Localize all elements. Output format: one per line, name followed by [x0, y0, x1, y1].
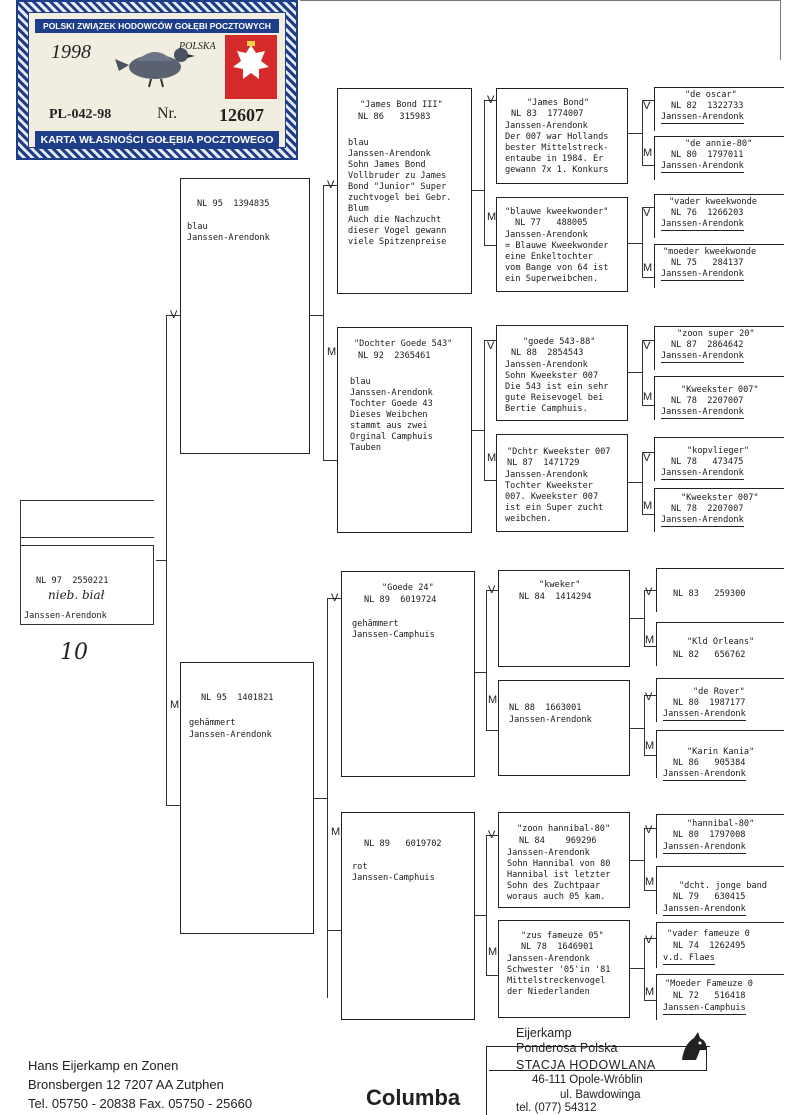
- grandparent-text: stammt aus zwei: [350, 421, 428, 431]
- bracket-line: [644, 755, 656, 756]
- horse-head-logo-icon: [676, 1030, 710, 1064]
- bracket-line: [484, 340, 485, 480]
- bracket-line: [475, 672, 486, 673]
- grandparent-name: "Dochter Goede 543": [354, 339, 453, 349]
- male-marker: V: [170, 309, 178, 321]
- columba-brand: Columba: [366, 1085, 461, 1110]
- male-marker: V: [643, 452, 651, 464]
- ancestor-entry: [656, 866, 784, 914]
- ancestor-name: "dcht. jonge band: [679, 881, 767, 891]
- subject-frame-line: [20, 500, 21, 625]
- great-grandparent-text: entaube in 1984. Er: [505, 154, 604, 164]
- female-marker: M: [643, 391, 653, 403]
- male-marker: V: [487, 94, 495, 106]
- ancestor-entry: [654, 437, 784, 481]
- footer-address: Bronsbergen 12 7207 AA Zutphen: [28, 1077, 224, 1092]
- grandparent-box: [337, 327, 472, 533]
- grandparent-text: Tauben: [350, 443, 382, 453]
- female-marker: M: [643, 147, 653, 159]
- great-grandparent-name: "goede 543-88": [523, 337, 596, 347]
- stamp-line: ul. Bawdowinga: [560, 1089, 641, 1101]
- grandparent-text: rot: [352, 862, 368, 872]
- ancestor-ring: NL 74 1262495: [673, 941, 746, 951]
- male-marker: V: [331, 592, 339, 604]
- parent-ring: NL 95 1394835: [197, 199, 270, 209]
- grandparent-name: "Goede 24": [382, 583, 434, 593]
- female-marker: M: [487, 211, 497, 223]
- ancestor-entry: [656, 678, 784, 722]
- great-grandparent-box: [496, 325, 628, 421]
- male-marker: V: [645, 586, 653, 598]
- nr-label: Nr.: [157, 105, 177, 122]
- great-grandparent-ring: NL 77 488005: [515, 218, 588, 228]
- grandparent-text: Sohn James Bond: [348, 160, 426, 170]
- stamp-line: STACJA HODOWLANA: [516, 1058, 656, 1072]
- card-title: KARTA WŁASNOŚCI GOŁĘBIA POCZTOWEGO: [35, 131, 279, 149]
- ancestor-ring: NL 82 1322733: [671, 101, 744, 111]
- ancestor-name: "de annie-80": [685, 139, 753, 149]
- great-grandparent-text: Der 007 war Hollands: [505, 132, 609, 142]
- parent-box-dam: [180, 662, 314, 934]
- grandparent-text: blau: [348, 138, 369, 148]
- ancestor-ring: NL 78 473475: [671, 457, 744, 467]
- great-grandparent-text: Die 543 ist ein sehr: [505, 382, 609, 392]
- male-marker: V: [487, 340, 495, 352]
- bracket-line: [484, 480, 496, 481]
- grandparent-text: Janssen-Camphuis: [352, 630, 435, 640]
- great-grandparent-text: Sohn Hannibal von 80: [507, 859, 611, 869]
- ancestor-name: "moeder kweekwonde: [663, 247, 757, 257]
- grandparent-box: [341, 812, 475, 1020]
- bracket-line: [628, 372, 642, 373]
- ancestor-ring: NL 78 2207007: [671, 504, 744, 514]
- bracket-line: [484, 100, 485, 245]
- female-marker: M: [488, 694, 498, 706]
- female-marker: M: [645, 634, 655, 646]
- male-marker: V: [488, 829, 496, 841]
- ownership-card-stamp: [16, 0, 298, 160]
- male-marker: V: [643, 207, 651, 219]
- grandparent-text: gehämmert: [352, 619, 399, 629]
- ancestor-ring: NL 82 656762: [673, 650, 746, 660]
- ancestor-name: "Karin Kania": [687, 747, 755, 757]
- grandparent-text: Auch die Nachzucht: [348, 215, 442, 225]
- subject-ring: NL 97 2550221: [36, 576, 109, 586]
- great-grandparent-text: 007. Kweekster 007: [505, 492, 599, 502]
- stamp-line: Eijerkamp: [516, 1026, 572, 1040]
- ancestor-breeder: Janssen-Arendonk: [663, 709, 746, 721]
- ancestor-name: "Kweekster 007": [681, 493, 759, 503]
- male-marker: V: [643, 100, 651, 112]
- bracket-line: [472, 430, 484, 431]
- great-grandparent-text: vom Bange von 64 ist: [505, 263, 609, 273]
- grandparent-ring: NL 89 6019724: [364, 595, 437, 605]
- great-grandparent-text: Tochter Kweekster: [505, 481, 593, 491]
- male-marker: V: [645, 691, 653, 703]
- page-edge: [780, 0, 781, 60]
- nr-value: 12607: [219, 105, 264, 125]
- male-marker: V: [327, 179, 335, 191]
- great-grandparent-text: der Niederlanden: [507, 987, 590, 997]
- bracket-line: [642, 277, 654, 278]
- stamp-line: tel. (077) 54312: [516, 1102, 597, 1114]
- ancestor-ring: NL 79 630415: [673, 892, 746, 902]
- ancestor-name: "hannibal-80": [687, 819, 755, 829]
- ancestor-breeder: Janssen-Camphuis: [663, 1003, 746, 1015]
- ancestor-ring: NL 80 1987177: [673, 698, 746, 708]
- grandparent-text: Janssen-Camphuis: [352, 873, 435, 883]
- ancestor-entry: [654, 488, 784, 532]
- parent-breeder: Janssen-Arendonk: [187, 233, 270, 243]
- great-grandparent-text: eine Enkeltochter: [505, 252, 593, 262]
- ancestor-name: "kopvlieger": [687, 446, 750, 456]
- great-grandparent-text: Mittelstreckenvogel: [507, 976, 606, 986]
- great-grandparent-ring: NL 88 1663001: [509, 703, 582, 713]
- bracket-line: [327, 598, 328, 998]
- bracket-line: [630, 968, 644, 969]
- bracket-line: [486, 590, 487, 730]
- bracket-line: [323, 185, 324, 460]
- ancestor-breeder: v.d. Flaes: [663, 953, 715, 965]
- bracket-line: [628, 482, 642, 483]
- female-marker: M: [645, 986, 655, 998]
- parent-ring: NL 95 1401821: [201, 693, 274, 703]
- bracket-line: [475, 915, 486, 916]
- great-grandparent-text: = Blauwe Kweekwonder: [505, 241, 609, 251]
- ancestor-breeder: Janssen-Arendonk: [661, 112, 744, 124]
- ancestor-ring: NL 83 259300: [673, 589, 746, 599]
- ancestor-ring: NL 75 284137: [671, 258, 744, 268]
- ancestor-entry: [656, 568, 784, 612]
- ancestor-ring: NL 78 2207007: [671, 396, 744, 406]
- great-grandparent-text: Janssen-Arendonk: [505, 470, 588, 480]
- ancestor-entry: [656, 622, 784, 666]
- bracket-line: [484, 245, 496, 246]
- great-grandparent-name: "James Bond": [527, 98, 590, 108]
- footer-phone: Tel. 05750 - 20838 Fax. 05750 - 25660: [28, 1096, 253, 1111]
- ring-code: PL-042-98: [49, 107, 112, 122]
- great-grandparent-text: gewann 7x 1. Konkurs: [505, 165, 609, 175]
- great-grandparent-name: "zus fameuze 05": [521, 931, 604, 941]
- ancestor-name: "de Rover": [693, 687, 745, 697]
- great-grandparent-ring: NL 84 969296: [519, 836, 597, 846]
- bracket-line: [628, 133, 642, 134]
- bracket-line: [642, 405, 654, 406]
- grandparent-ring: NL 86 315983: [358, 112, 431, 122]
- subject-frame-line: [153, 545, 154, 625]
- great-grandparent-ring: NL 78 1646901: [521, 942, 594, 952]
- ancestor-ring: NL 72 516418: [673, 991, 746, 1001]
- great-grandparent-text: woraus auch 05 kam.: [507, 892, 606, 902]
- great-grandparent-ring: NL 87 1471729: [507, 458, 580, 468]
- stamp-line: Ponderosa Polska: [516, 1041, 618, 1055]
- bracket-line: [323, 460, 337, 461]
- bracket-line: [486, 975, 498, 976]
- bracket-line: [644, 890, 656, 891]
- bracket-line: [642, 165, 654, 166]
- grandparent-text: Tochter Goede 43: [350, 399, 433, 409]
- great-grandparent-text: gute Reisevogel bei: [505, 393, 604, 403]
- ancestor-ring: NL 86 905384: [673, 758, 746, 768]
- grandparent-text: Orginal Camphuis: [350, 432, 433, 442]
- grandparent-box: [341, 571, 475, 777]
- grandparent-text: dieser Vogel gewann: [348, 226, 447, 236]
- great-grandparent-ring: NL 83 1774007: [511, 109, 584, 119]
- bracket-line: [156, 560, 166, 561]
- bracket-line: [644, 646, 656, 647]
- ancestor-name: "Kld Orleans": [687, 637, 755, 647]
- ancestor-name: "Moeder Fameuze 0: [665, 979, 753, 989]
- great-grandparent-text: Janssen-Arendonk: [505, 230, 588, 240]
- female-marker: M: [327, 346, 337, 358]
- great-grandparent-text: ist ein Super zucht: [505, 503, 604, 513]
- great-grandparent-box: [498, 920, 630, 1018]
- great-grandparent-name: "Dchtr Kweekster 007: [507, 447, 611, 457]
- ownership-card-panel: [28, 12, 286, 148]
- great-grandparent-text: Bertie Camphuis.: [505, 404, 588, 414]
- ancestor-entry: [654, 376, 784, 420]
- great-grandparent-ring: NL 84 1414294: [519, 592, 592, 602]
- bracket-line: [630, 618, 644, 619]
- ancestor-breeder: Janssen-Arendonk: [663, 769, 746, 781]
- female-marker: M: [488, 946, 498, 958]
- great-grandparent-text: Schwester '05'in '81: [507, 965, 611, 975]
- ancestor-entry: [654, 326, 784, 370]
- parent-breeder: Janssen-Arendonk: [189, 730, 272, 740]
- ancestor-name: "vader kweekwonde: [669, 197, 757, 207]
- great-grandparent-text: Hannibal ist letzter: [507, 870, 611, 880]
- great-grandparent-box: [496, 88, 628, 184]
- great-grandparent-text: Sohn Kweekster 007: [505, 371, 599, 381]
- great-grandparent-text: Janssen-Arendonk: [509, 715, 592, 725]
- ancestor-breeder: Janssen-Arendonk: [661, 161, 744, 173]
- ancestor-breeder: Janssen-Arendonk: [661, 351, 744, 363]
- female-marker: M: [170, 699, 180, 711]
- great-grandparent-box: [498, 680, 630, 776]
- grandparent-ring: NL 92 2365461: [358, 351, 431, 361]
- subject-frame-line: [20, 624, 154, 625]
- grandparent-text: Dieses Weibchen: [350, 410, 428, 420]
- stamp-line: 46-111 Opole-Wróblin: [532, 1074, 643, 1086]
- ancestor-ring: NL 87 2864642: [671, 340, 744, 350]
- ancestor-entry: [656, 730, 784, 778]
- subject-frame-line: [20, 500, 154, 501]
- subject-handwritten-color: nieb. biał: [48, 588, 105, 602]
- male-marker: V: [488, 584, 496, 596]
- grandparent-ring: NL 89 6019702: [364, 839, 442, 849]
- bracket-line: [644, 1000, 656, 1001]
- bracket-line: [630, 728, 644, 729]
- great-grandparent-name: "blauwe kweekwonder": [505, 207, 609, 217]
- great-grandparent-text: ein Superweibchen.: [505, 274, 599, 284]
- ancestor-entry: [656, 922, 784, 968]
- great-grandparent-text: Janssen-Arendonk: [507, 954, 590, 964]
- bracket-line: [628, 243, 642, 244]
- great-grandparent-text: bester Mittelstreck-: [505, 143, 609, 153]
- ancestor-name: "zoon super 20": [677, 329, 755, 339]
- bracket-line: [642, 514, 654, 515]
- female-marker: M: [645, 740, 655, 752]
- great-grandparent-box: [498, 812, 630, 908]
- bracket-line: [327, 930, 341, 931]
- grandparent-text: Vollbruder zu James: [348, 171, 447, 181]
- ancestor-ring: NL 76 1266203: [671, 208, 744, 218]
- subject-frame-line: [20, 545, 154, 546]
- bracket-line: [630, 860, 644, 861]
- ancestor-breeder: Janssen-Arendonk: [663, 842, 746, 854]
- ancestor-ring: NL 80 1797011: [671, 150, 744, 160]
- ancestor-entry: [654, 244, 784, 288]
- ancestor-breeder: Janssen-Arendonk: [661, 515, 744, 527]
- polish-eagle-emblem-icon: [225, 35, 277, 99]
- grandparent-text: Blum: [348, 204, 369, 214]
- female-marker: M: [643, 262, 653, 274]
- bracket-line: [486, 730, 498, 731]
- male-marker: V: [643, 340, 651, 352]
- ancestor-entry: [656, 974, 784, 1020]
- subject-handwritten-number: 10: [60, 640, 88, 665]
- association-name: POLSKI ZWIĄZEK HODOWCÓW GOŁĘBI POCZTOWYCH: [35, 19, 279, 33]
- subject-frame-line: [20, 537, 154, 538]
- ancestor-breeder: Janssen-Arendonk: [661, 407, 744, 419]
- bracket-line: [472, 190, 484, 191]
- great-grandparent-text: Janssen-Arendonk: [505, 121, 588, 131]
- female-marker: M: [487, 452, 497, 464]
- page-edge: [300, 0, 780, 1]
- great-grandparent-text: Sohn des Zuchtpaar: [507, 881, 601, 891]
- bracket-line: [310, 315, 323, 316]
- grandparent-text: Bond "Junior" Super: [348, 182, 447, 192]
- male-marker: V: [645, 824, 653, 836]
- ancestor-name: "Kweekster 007": [681, 385, 759, 395]
- subject-breeder: Janssen-Arendonk: [24, 611, 107, 621]
- grandparent-name: "James Bond III": [360, 100, 443, 110]
- parent-color: blau: [187, 222, 208, 232]
- female-marker: M: [331, 826, 341, 838]
- great-grandparent-box: [496, 197, 628, 292]
- grandparent-text: Janssen-Arendonk: [350, 388, 433, 398]
- grandparent-text: viele Spitzenpreise: [348, 237, 447, 247]
- certificate-year: 1998: [51, 41, 91, 63]
- female-marker: M: [643, 500, 653, 512]
- footer-company: Hans Eijerkamp en Zonen: [28, 1058, 179, 1073]
- certificate-country: POLSKA: [179, 41, 216, 52]
- ancestor-name: "de oscar": [685, 90, 737, 100]
- ancestor-name: "vader fameuze 0: [667, 929, 750, 939]
- male-marker: V: [645, 934, 653, 946]
- bracket-line: [166, 315, 167, 805]
- ancestor-breeder: Janssen-Arendonk: [661, 468, 744, 480]
- grandparent-box: [337, 88, 472, 294]
- great-grandparent-box: [498, 570, 630, 667]
- ancestor-breeder: Janssen-Arendonk: [663, 904, 746, 916]
- great-grandparent-text: weibchen.: [505, 514, 552, 524]
- ancestor-entry: [654, 87, 784, 131]
- ancestor-ring: NL 80 1797008: [673, 830, 746, 840]
- grandparent-text: zuchtvogel bei Gebr.: [348, 193, 452, 203]
- ancestor-breeder: Janssen-Arendonk: [661, 269, 744, 281]
- ancestor-entry: [654, 136, 784, 180]
- bracket-line: [486, 835, 487, 975]
- bracket-line: [166, 805, 180, 806]
- great-grandparent-ring: NL 88 2854543: [511, 348, 584, 358]
- great-grandparent-text: Janssen-Arendonk: [507, 848, 590, 858]
- great-grandparent-name: "zoon hannibal-80": [517, 824, 611, 834]
- bracket-line: [314, 798, 327, 799]
- great-grandparent-box: [496, 434, 628, 532]
- ancestor-entry: [654, 194, 784, 238]
- grandparent-text: blau: [350, 377, 371, 387]
- great-grandparent-text: Janssen-Arendonk: [505, 360, 588, 370]
- female-marker: M: [645, 876, 655, 888]
- ancestor-entry: [656, 814, 784, 858]
- ancestor-breeder: Janssen-Arendonk: [661, 219, 744, 231]
- parent-box-sire: [180, 178, 310, 454]
- parent-color: gehämmert: [189, 718, 236, 728]
- grandparent-text: Janssen-Arendonk: [348, 149, 431, 159]
- great-grandparent-name: "kweker": [539, 580, 581, 590]
